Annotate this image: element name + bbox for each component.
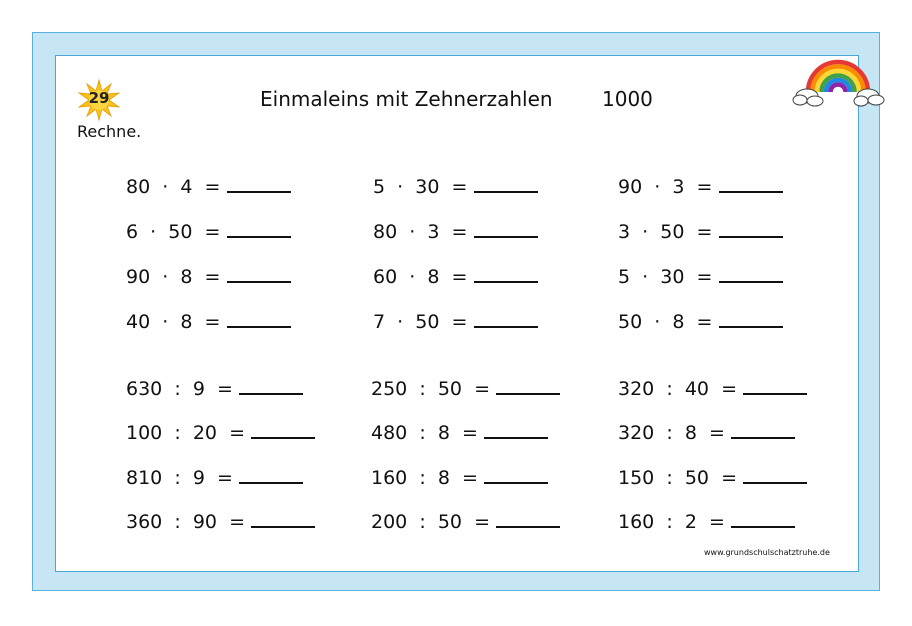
answer-blank[interactable] (227, 220, 291, 238)
task-div-3-1 (618, 377, 807, 400)
task-mult-3-2 (618, 220, 783, 243)
task-div-3-2 (618, 421, 795, 444)
answer-blank[interactable] (239, 377, 303, 395)
task-text: 160 : 8 = (371, 467, 478, 489)
task-mult-1-4 (126, 310, 291, 333)
answer-blank[interactable] (731, 421, 795, 439)
task-mult-2-2 (373, 220, 538, 243)
task-text: 40 · 8 = (126, 311, 221, 333)
task-div-2-2 (371, 421, 548, 444)
task-mult-2-1 (373, 175, 538, 198)
answer-blank[interactable] (731, 510, 795, 528)
task-mult-2-4 (373, 310, 538, 333)
answer-blank[interactable] (227, 175, 291, 193)
task-div-2-3 (371, 466, 548, 489)
task-mult-3-4 (618, 310, 783, 333)
task-text: 90 · 3 = (618, 176, 713, 198)
task-div-1-4 (126, 510, 315, 533)
task-text: 50 · 8 = (618, 311, 713, 333)
instruction: Rechne. (77, 122, 142, 141)
task-mult-1-3 (126, 265, 291, 288)
task-text: 5 · 30 = (373, 176, 468, 198)
rainbow-icon (790, 30, 885, 110)
task-text: 320 : 8 = (618, 422, 725, 444)
answer-blank[interactable] (719, 265, 783, 283)
task-div-3-3 (618, 466, 807, 489)
answer-blank[interactable] (227, 310, 291, 328)
task-text: 6 · 50 = (126, 221, 221, 243)
answer-blank[interactable] (239, 466, 303, 484)
answer-blank[interactable] (251, 421, 315, 439)
task-text: 150 : 50 = (618, 467, 738, 489)
answer-blank[interactable] (484, 466, 548, 484)
task-text: 630 : 9 = (126, 378, 233, 400)
task-text: 80 · 3 = (373, 221, 468, 243)
task-text: 90 · 8 = (126, 266, 221, 288)
page-title: Einmaleins mit Zehnerzahlen (260, 87, 553, 111)
task-text: 810 : 9 = (126, 467, 233, 489)
task-text: 480 : 8 = (371, 422, 478, 444)
answer-blank[interactable] (719, 175, 783, 193)
answer-blank[interactable] (474, 175, 538, 193)
task-text: 5 · 30 = (618, 266, 713, 288)
task-div-1-3 (126, 466, 303, 489)
task-mult-2-3 (373, 265, 538, 288)
answer-blank[interactable] (474, 220, 538, 238)
task-mult-1-1 (126, 175, 291, 198)
task-text: 200 : 50 = (371, 511, 491, 533)
task-div-2-4 (371, 510, 560, 533)
task-text: 7 · 50 = (373, 311, 468, 333)
answer-blank[interactable] (496, 510, 560, 528)
task-text: 80 · 4 = (126, 176, 221, 198)
answer-blank[interactable] (496, 377, 560, 395)
answer-blank[interactable] (474, 310, 538, 328)
task-mult-3-3 (618, 265, 783, 288)
number-range: 1000 (602, 87, 653, 111)
answer-blank[interactable] (743, 377, 807, 395)
task-text: 250 : 50 = (371, 378, 491, 400)
task-mult-1-2 (126, 220, 291, 243)
task-text: 360 : 90 = (126, 511, 246, 533)
task-div-3-4 (618, 510, 795, 533)
answer-blank[interactable] (251, 510, 315, 528)
task-text: 60 · 8 = (373, 266, 468, 288)
answer-blank[interactable] (719, 220, 783, 238)
task-mult-3-1 (618, 175, 783, 198)
answer-blank[interactable] (474, 265, 538, 283)
exercise-number: 29 (88, 89, 110, 107)
task-div-1-1 (126, 377, 303, 400)
task-text: 160 : 2 = (618, 511, 725, 533)
answer-blank[interactable] (743, 466, 807, 484)
answer-blank[interactable] (719, 310, 783, 328)
task-text: 100 : 20 = (126, 422, 246, 444)
task-text: 320 : 40 = (618, 378, 738, 400)
footer-website: www.grundschulschatztruhe.de (704, 548, 830, 557)
task-div-2-1 (371, 377, 560, 400)
task-div-1-2 (126, 421, 315, 444)
answer-blank[interactable] (484, 421, 548, 439)
task-text: 3 · 50 = (618, 221, 713, 243)
answer-blank[interactable] (227, 265, 291, 283)
